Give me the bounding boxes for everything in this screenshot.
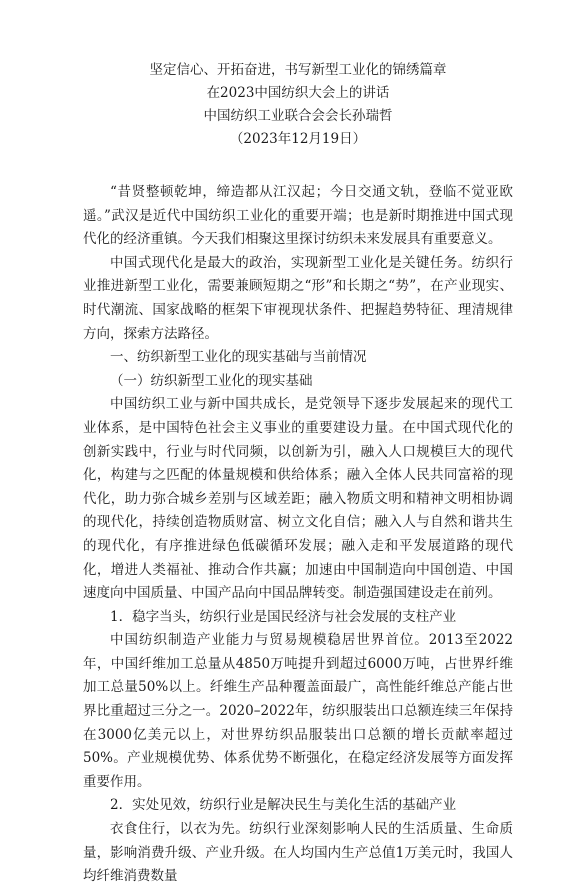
paragraph-livelihood: 衣食住行，以衣为先。纺织行业深刻影响人民的生活质量、生命质量，影响消费升级、产业升级。在人均国内生产总值1万美元时，我国人均纤维消费数量	[83, 821, 513, 885]
speech-body	[83, 181, 513, 889]
document-title: 坚定信心、开拓奋进，书写新型工业化的锦绣篇章	[149, 62, 447, 78]
point-heading-2: 2．实处见效，纺织行业是解决民生与美化生活的基础产业	[110, 797, 457, 814]
speech-date: （2023年12月19日）	[229, 131, 367, 147]
paragraph-foundation: 中国纺织工业与新中国共成长，是党领导下逐步发展起来的现代工业体系，是中国特色社会主义事业的重要建设力量。在中国式现代化的创新实践中，行业与时代同频，以创新为引，融入人口规模巨大的现代化，构建与之匹配的体量规模和供给体系；融入全体人民共同富裕的现代化，助力弥合城乡差别与区域差距；融入物质文明和精神文明相协调的现代化，持续创造物质财富、树立文化自信；融入人与自然和谐共生的现代化，有序推进绿色低碳循环发展；融入走和平发展道路的现代化，增进人类福祉、推动合作共赢；加速由中国制造向中国创造、中国速度向中国质量、中国产品向中国品牌转变。制造强国建设走在前列。	[83, 396, 513, 602]
point-heading-1: 1．稳字当头，纺织行业是国民经济与社会发展的支柱产业	[110, 608, 457, 625]
subsection-heading-1: （一）纺织新型工业化的现实基础	[110, 372, 313, 389]
paragraph-intro: “昔贤整顿乾坤，缔造都从江汉起；今日交通文轨，登临不觉亚欧遥。”武汉是近代中国纺织工业化的重要开端；也是新时期推进中国式现代化的经济重镇。今天我们相聚这里探讨纺织未来发展具有重要意义。	[83, 184, 513, 248]
speaker-line: 中国纺织工业联合会会长孙瑞哲	[203, 108, 393, 124]
paragraph-pillar-industry: 中国纺织制造产业能力与贸易规模稳居世界首位。2013至2022年，中国纤维加工总量从4850万吨提升到超过6000万吨，占世界纤维加工总量50%以上。纤维生产品种覆盖面最广，高性能纤维总产能占世界比重超过三分之一。2020–2022年，纺织服装出口总额连续三年保持在3000亿美元以上，对世界纺织品服装出口总额的增长贡献率超过50%。产业规模优势、体系优势不断强化，在稳定经济发展等方面发挥重要作用。	[83, 632, 513, 790]
paragraph-politics: 中国式现代化是最大的政治，实现新型工业化是关键任务。纺织行业推进新型工业化，需要兼顾短期之“形”和长期之“势”，在产业现实、时代潮流、国家战略的框架下审视现状条件、把握趋势特征、理清规律方向，探索方法路径。	[83, 254, 513, 342]
document-subtitle: 在2023中国纺织大会上的讲话	[206, 85, 390, 101]
speech-header	[83, 0, 513, 151]
section-heading-1: 一、纺织新型工业化的现实基础与当前情况	[110, 349, 367, 366]
